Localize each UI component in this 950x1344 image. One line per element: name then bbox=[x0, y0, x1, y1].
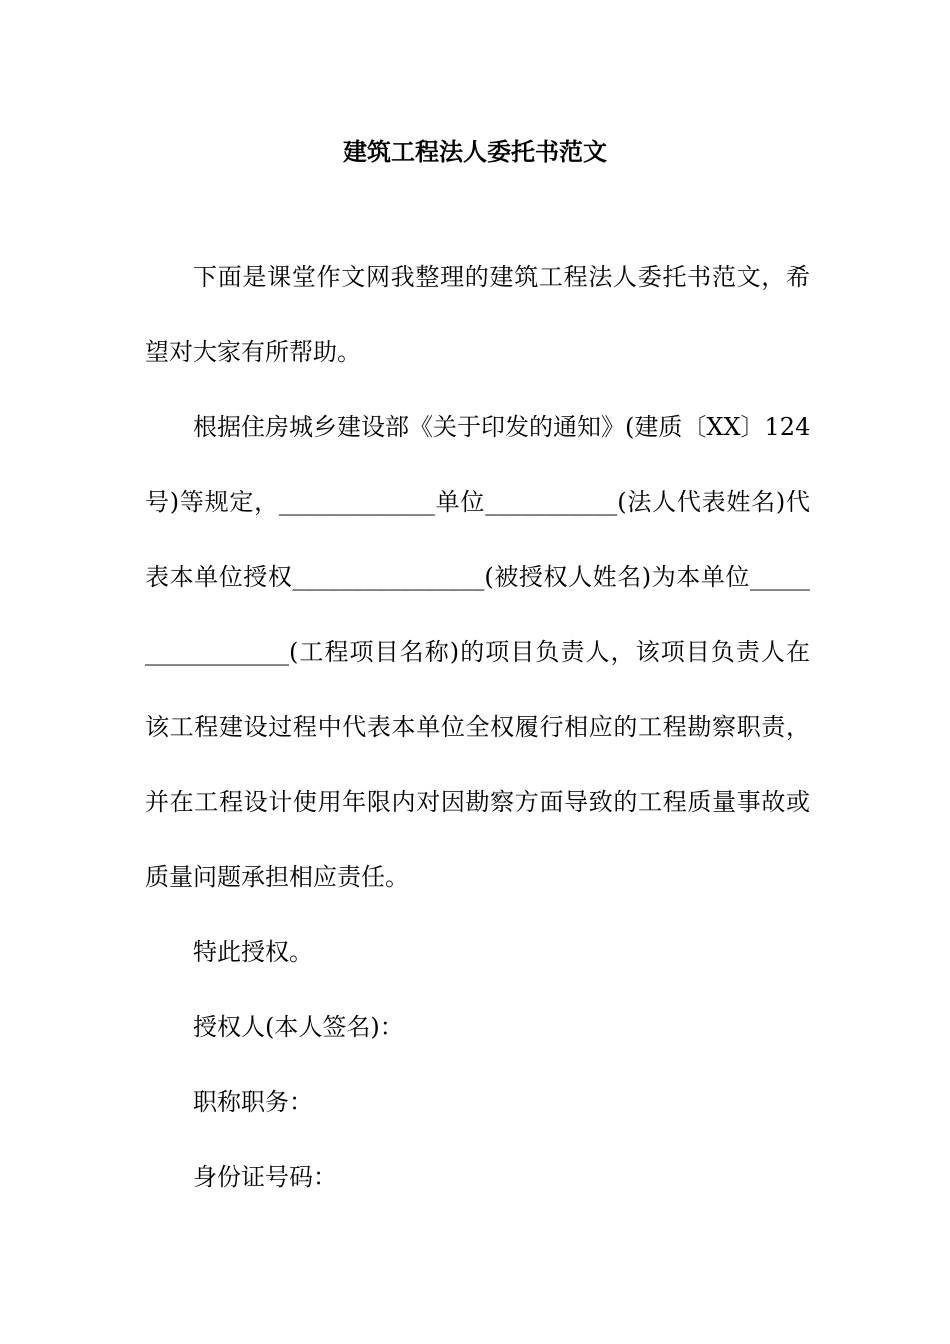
paragraph-line: 望对大家有所帮助。 bbox=[145, 338, 361, 366]
paragraph-line: 并在工程设计使用年限内对因勘察方面导致的工程质量事故或 bbox=[145, 788, 810, 816]
paragraph-line: 表本单位授权________________(被授权人姓名)为本单位_____ bbox=[145, 563, 810, 591]
id-number-field-label: 身份证号码： bbox=[193, 1163, 337, 1191]
paragraph-line: 根据住房城乡建设部《关于印发的通知》(建质〔XX〕124 bbox=[193, 413, 810, 441]
title-position-field-label: 职称职务： bbox=[193, 1088, 313, 1116]
paragraph-line: 号)等规定，_____________单位___________(法人代表姓名)代 bbox=[145, 488, 810, 516]
closing-line: 特此授权。 bbox=[193, 938, 313, 966]
paragraph-line: 下面是课堂作文网我整理的建筑工程法人委托书范文，希 bbox=[193, 263, 810, 291]
document-title: 建筑工程法人委托书范文 bbox=[343, 137, 607, 166]
paragraph-line: 质量问题承担相应责任。 bbox=[145, 863, 409, 891]
paragraph-line: ____________(工程项目名称)的项目负责人，该项目负责人在 bbox=[145, 638, 810, 666]
signature-field-label: 授权人(本人签名)： bbox=[193, 1013, 404, 1041]
paragraph-line: 该工程建设过程中代表本单位全权履行相应的工程勘察职责， bbox=[145, 713, 810, 741]
